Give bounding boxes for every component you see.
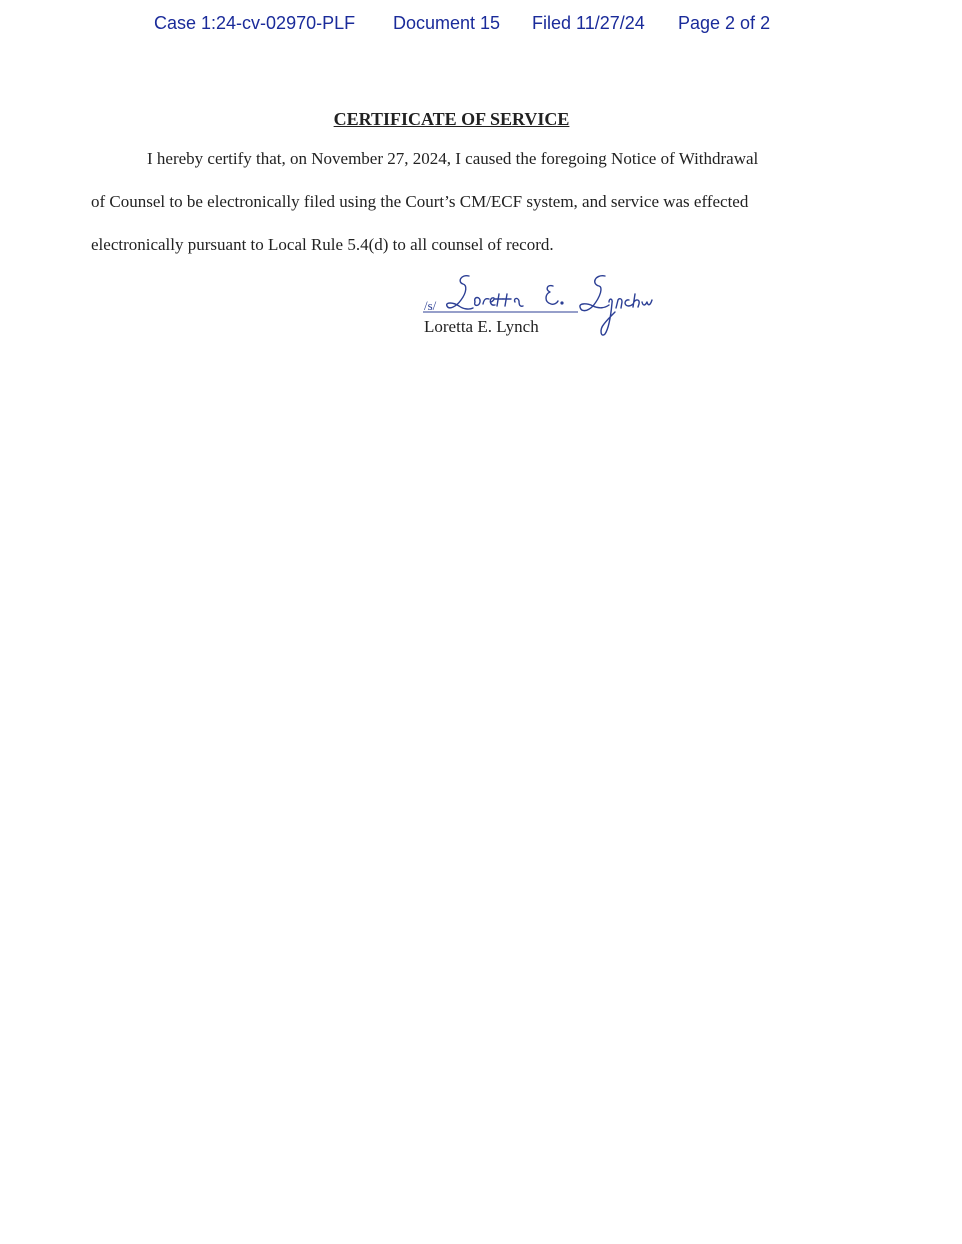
signature-prefix: /s/ [424,298,437,313]
body-line-2: of Counsel to be electronically filed using the Court’s CM/ECF system, and service was effected [91,192,749,211]
document-title: CERTIFICATE OF SERVICE [333,109,570,129]
signature-block [423,272,663,342]
filed-date: Filed 11/27/24 [532,13,645,33]
signatory-name: Loretta E. Lynch [424,317,539,336]
body-line-1: I hereby certify that, on November 27, 2024, I caused the foregoing Notice of Withdrawal [147,149,759,168]
body-line-3: electronically pursuant to Local Rule 5.4(d) to all counsel of record. [91,235,554,254]
case-number: Case 1:24-cv-02970-PLF [154,13,356,33]
page-number: Page 2 of 2 [678,13,771,33]
document-number: Document 15 [393,13,501,33]
